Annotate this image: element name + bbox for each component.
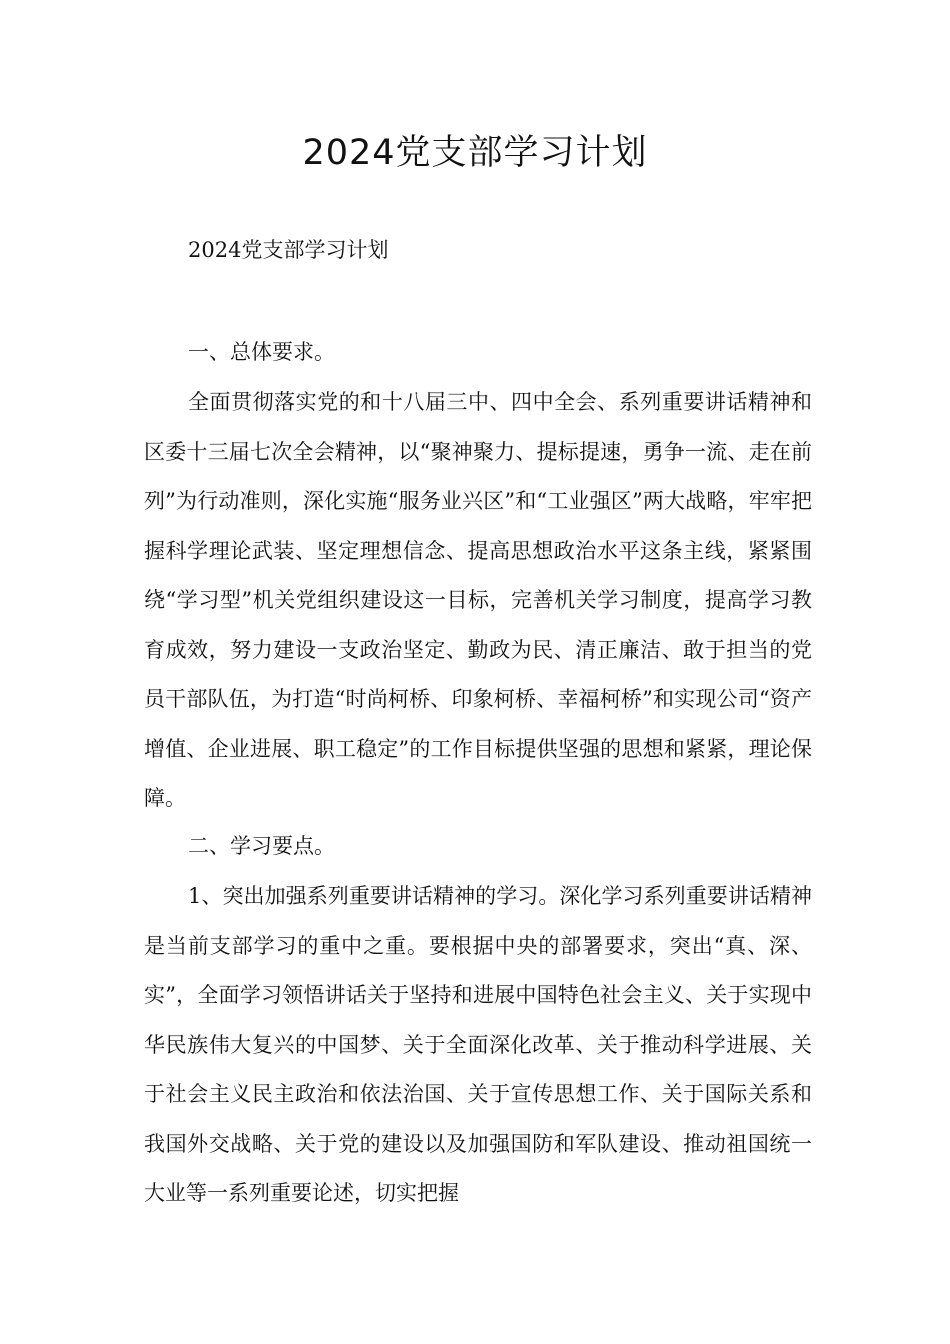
section-paragraph-study-points: 1、突出加强系列重要讲话精神的学习。深化学习系列重要讲话精神是当前支部学习的重中之重。要根据中央的部署要求，突出“真、深、实”，全面学习领悟讲话关于坚持和进展中国特色社会主义、关于实现中华民族伟大复兴的中国梦、关于全面深化改革、关于推动科学进展、关于社会主义民主政治和依法治国、关于宣传思想工作、关于国际关系和我国外交战略、关于党的建设以及加强国防和军队建设、推动祖国统一大业等一系列重要论述，切实把握	[144, 884, 812, 1205]
document-subtitle: 2024党支部学习计划	[188, 238, 389, 262]
section-heading-study-points: 二、学习要点。	[188, 834, 335, 858]
section-heading-general-requirements: 一、总体要求。	[188, 340, 335, 364]
section-paragraph-general-requirements: 全面贯彻落实党的和十八届三中、四中全会、系列重要讲话精神和区委十三届七次全会精神，以“聚神聚力、提标提速，勇争一流、走在前列”为行动准则，深化实施“服务业兴区”和“工业强区”两大战略，牢牢把握科学理论武装、坚定理想信念、提高思想政治水平这条主线，紧紧围绕“学习型”机关党组织建设这一目标，完善机关学习制度，提高学习教育成效，努力建设一支政治坚定、勤政为民、清正廉洁、敢于担当的党员干部队伍，为打造“时尚柯桥、印象柯桥、幸福柯桥”和实现公司“资产增值、企业进展、职工稳定”的工作目标提供坚强的思想和紧紧，理论保障。	[144, 390, 812, 810]
document-title: 2024党支部学习计划	[302, 133, 648, 173]
